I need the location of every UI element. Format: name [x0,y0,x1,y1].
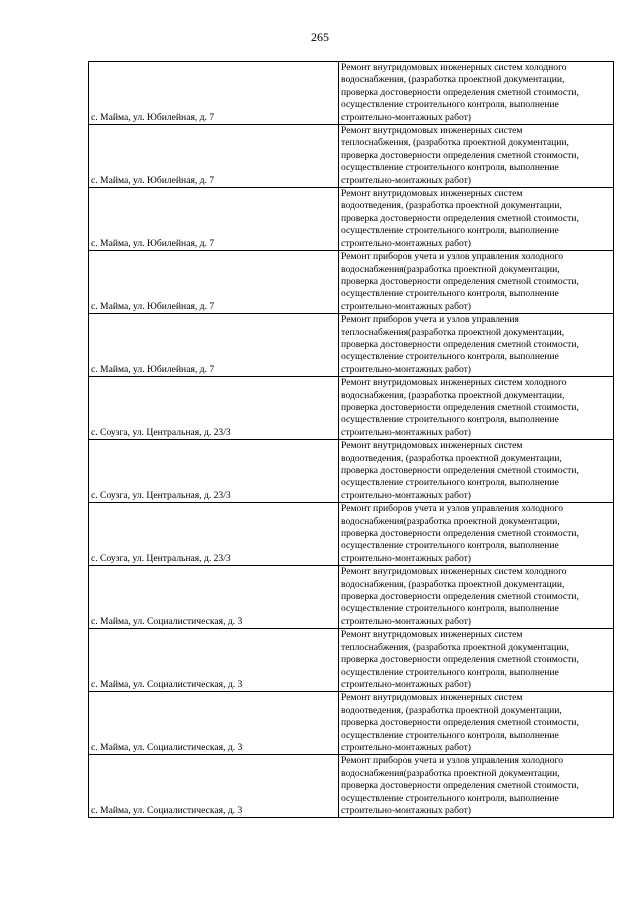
work-description-line: водоснабжения(разработка проектной документации, [341,767,560,779]
work-description-line: осуществление строительного контроля, выполнение [341,414,559,426]
work-description-line: теплоснабжения, (разработка проектной документации, [341,641,569,653]
work-description-cell [339,62,614,125]
work-description-line: строительно-монтажных работ) [341,678,472,690]
work-description-line: Ремонт внутридомовых инженерных систем холодного [341,377,567,389]
work-description-line: строительно-монтажных работ) [341,615,472,627]
work-description-line: осуществление строительного контроля, выполнение [341,225,559,237]
address-cell: с. Майма, ул. Социалистическая, д. 3 [89,629,339,692]
work-description-line: Ремонт внутридомовых инженерных систем [341,440,523,452]
work-description-line: проверка достоверности определения сметной стоимости, [341,591,579,603]
work-description-line: Ремонт приборов учета и узлов управления [341,314,519,326]
work-description-line: строительно-монтажных работ) [341,552,472,564]
work-description-line: Ремонт внутридомовых инженерных систем холодного [341,566,567,578]
work-description-line: осуществление строительного контроля, выполнение [341,540,559,552]
work-description-line: водоотведения, (разработка проектной документации, [341,704,562,716]
works-table [88,61,614,818]
table-row [89,755,614,818]
table-row [89,62,614,125]
page-number: 265 [311,30,329,44]
work-description-line: проверка достоверности определения сметной стоимости, [341,401,579,413]
work-description-line: осуществление строительного контроля, выполнение [341,729,559,741]
work-description-cell [339,692,614,755]
table-row [89,629,614,692]
work-description-line: Ремонт приборов учета и узлов управления холодного [341,503,564,515]
table-body [89,62,614,818]
work-description-line: проверка достоверности определения сметной стоимости, [341,149,579,161]
work-description-line: теплоснабжения, (разработка проектной документации, [341,137,569,149]
work-description-line: строительно-монтажных работ) [341,489,472,501]
work-description-line: осуществление строительного контроля, выполнение [341,99,559,111]
address-cell: с. Майма, ул. Социалистическая, д. 3 [89,692,339,755]
address-cell: с. Майма, ул. Юбилейная, д. 7 [89,314,339,377]
table-row [89,377,614,440]
work-description-line: теплоснабжения(разработка проектной документации, [341,326,565,338]
work-description-line: водоснабжения, (разработка проектной документации, [341,74,565,86]
work-description-cell [339,377,614,440]
table-row [89,251,614,314]
work-description-line: проверка достоверности определения сметной стоимости, [341,275,579,287]
work-description-line: проверка достоверности определения сметной стоимости, [341,86,579,98]
work-description-cell [339,440,614,503]
table-row [89,566,614,629]
work-description-line: Ремонт внутридомовых инженерных систем холодного [341,62,567,73]
work-description-line: строительно-монтажных работ) [341,741,472,753]
work-description-line: Ремонт внутридомовых инженерных систем [341,125,523,137]
work-description-line: проверка достоверности определения сметной стоимости, [341,528,579,540]
table-row [89,503,614,566]
work-description-line: строительно-монтажных работ) [341,426,472,438]
work-description-cell [339,629,614,692]
table-row [89,692,614,755]
work-description-line: осуществление строительного контроля, выполнение [341,477,559,489]
work-description-line: строительно-монтажных работ) [341,363,472,375]
table-row [89,188,614,251]
table-row [89,125,614,188]
work-description-line: водоснабжения, (разработка проектной документации, [341,578,565,590]
address-cell: с. Соузга, ул. Центральная, д. 23/3 [89,377,339,440]
work-description-line: Ремонт внутридомовых инженерных систем [341,629,523,641]
work-description-line: Ремонт приборов учета и узлов управления холодного [341,755,564,767]
work-description-cell [339,314,614,377]
work-description-line: проверка достоверности определения сметной стоимости, [341,717,579,729]
work-description-line: водоснабжения(разработка проектной документации, [341,515,560,527]
address-cell: с. Майма, ул. Социалистическая, д. 3 [89,755,339,818]
work-description-cell [339,503,614,566]
work-description-line: Ремонт внутридомовых инженерных систем [341,188,523,200]
work-description-line: осуществление строительного контроля, выполнение [341,603,559,615]
work-description-line: строительно-монтажных работ) [341,300,472,312]
work-description-line: строительно-монтажных работ) [341,804,472,816]
work-description-line: осуществление строительного контроля, выполнение [341,351,559,363]
work-description-line: проверка достоверности определения сметной стоимости, [341,654,579,666]
work-description-line: проверка достоверности определения сметной стоимости, [341,780,579,792]
table-row [89,314,614,377]
work-description-cell [339,188,614,251]
address-cell: с. Майма, ул. Социалистическая, д. 3 [89,566,339,629]
work-description-line: осуществление строительного контроля, выполнение [341,792,559,804]
address-cell: с. Майма, ул. Юбилейная, д. 7 [89,125,339,188]
work-description-cell [339,251,614,314]
work-description-line: водоотведения, (разработка проектной документации, [341,200,562,212]
work-description-cell [339,566,614,629]
work-description-line: строительно-монтажных работ) [341,237,472,249]
work-description-line: строительно-монтажных работ) [341,111,472,123]
work-description-line: осуществление строительного контроля, выполнение [341,666,559,678]
address-cell: с. Соузга, ул. Центральная, д. 23/3 [89,503,339,566]
address-cell: с. Майма, ул. Юбилейная, д. 7 [89,62,339,125]
work-description-line: осуществление строительного контроля, выполнение [341,162,559,174]
work-description-line: строительно-монтажных работ) [341,174,472,186]
address-cell: с. Майма, ул. Юбилейная, д. 7 [89,188,339,251]
address-cell: с. Майма, ул. Юбилейная, д. 7 [89,251,339,314]
work-description-line: Ремонт приборов учета и узлов управления холодного [341,251,564,263]
work-description-cell [339,755,614,818]
work-description-cell [339,125,614,188]
work-description-line: водоснабжения(разработка проектной документации, [341,263,560,275]
work-description-line: водоотведения, (разработка проектной документации, [341,452,562,464]
work-description-line: проверка достоверности определения сметной стоимости, [341,465,579,476]
work-description-line: Ремонт внутридомовых инженерных систем [341,692,523,704]
table-row [89,440,614,503]
work-description-line: проверка достоверности определения сметной стоимости, [341,338,579,350]
work-description-line: осуществление строительного контроля, выполнение [341,288,559,300]
address-cell: с. Соузга, ул. Центральная, д. 23/3 [89,440,339,503]
work-description-line: водоснабжения, (разработка проектной документации, [341,389,565,401]
work-description-line: проверка достоверности определения сметной стоимости, [341,212,579,224]
